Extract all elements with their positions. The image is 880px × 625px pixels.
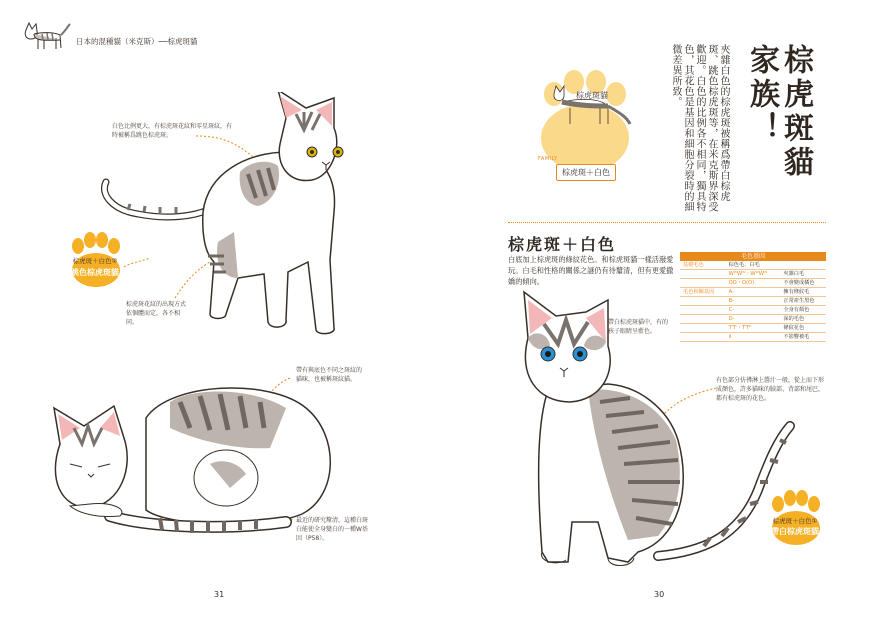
note-tabby-definition: 帶有與底色不同之斑紋的貓咪，也被稱斑紋貓。: [296, 367, 363, 383]
page-number-left: 31: [214, 590, 225, 599]
table-row: WᵂWᵂ・WᵂWᵂ 夾雜白毛: [680, 270, 826, 279]
table-row: OO・O(O) 不會變成橘色: [680, 279, 826, 288]
paw-badge-right-name: 帶白棕虎斑貓: [771, 527, 819, 536]
intro-title-col2: 家族！: [744, 44, 779, 146]
section-body: 白底加上棕虎斑的條紋花色。和棕虎斑貓一樣活潑愛玩。白毛和性格的關係之謎仍有待釐清，但有更愛撒嬌的傾向。: [508, 255, 674, 286]
table-row: TⁱTⁱ・TⁱTᵇ 條紋花色: [680, 324, 826, 333]
note-colored-parts: 有色部分彷彿淋上醬汁一般，從上而下形成顏色，許多貓咪的臉部、背部和尾巴，都有棕虎斑的花色。: [716, 377, 825, 402]
table-row: 基礎毛色 棕色毛、白毛: [680, 261, 826, 270]
note-blue-eyes: 帶白棕虎斑貓中，有的孩子眼睛呈藍色。: [608, 319, 669, 335]
family-badge: [530, 68, 640, 186]
table-row: 毛色相關基因 A- 擁有條紋毛: [680, 288, 826, 297]
running-title: 日本的混種貓（米克斯）──棕虎斑貓: [76, 37, 198, 46]
table-row: C- 全身有顏色: [680, 306, 826, 315]
paw-badge-left-name: 跳色棕虎斑貓: [71, 268, 119, 277]
intro-title-col1: 棕虎斑貓: [778, 44, 813, 180]
note-white-ratio: 白色比例更大，有棕虎斑花紋和零星斑紋，有時被稱爲跳色棕虎斑。: [112, 123, 233, 139]
table-row: B- 正常產生黑色: [680, 297, 826, 306]
paw-badge-left-title: 棕虎斑＋白色②: [72, 257, 118, 265]
section-title: 棕虎斑＋白色: [508, 235, 617, 254]
table-row: ii 不影響被毛: [680, 333, 826, 342]
table-row: D- 深的毛色: [680, 315, 826, 324]
lying-cat-illustration: [50, 378, 342, 533]
family-variant-tag: 棕虎斑＋白色: [556, 164, 616, 181]
note-pattern-individual: 棕虎斑花紋的出現方式依個體而定，各不相同。: [126, 301, 187, 326]
family-label: FAMILY: [538, 156, 558, 162]
section-divider: [508, 222, 826, 223]
gene-table-title: 毛色基因: [680, 252, 826, 261]
paw-badge-right: [762, 488, 828, 548]
page-number-right: 30: [654, 590, 665, 599]
family-cat-name: 棕虎斑貓: [576, 91, 608, 100]
note-w-gene: 最近的研究釐清，這種白斑白能使全身變白的一種W基因（P58）。: [296, 517, 369, 542]
paw-badge-right-title: 棕虎斑＋白色①: [772, 517, 818, 525]
paw-badge-left: [62, 230, 128, 290]
intro-body: 夾雜白色的棕虎斑被稱爲帶白棕虎斑、跳色棕虎斑等，在米克斯界深受歡迎。白色的比例各不相同，獨具特色，其花色是基因和細胞分裂時的細微差異所致。: [670, 44, 729, 212]
